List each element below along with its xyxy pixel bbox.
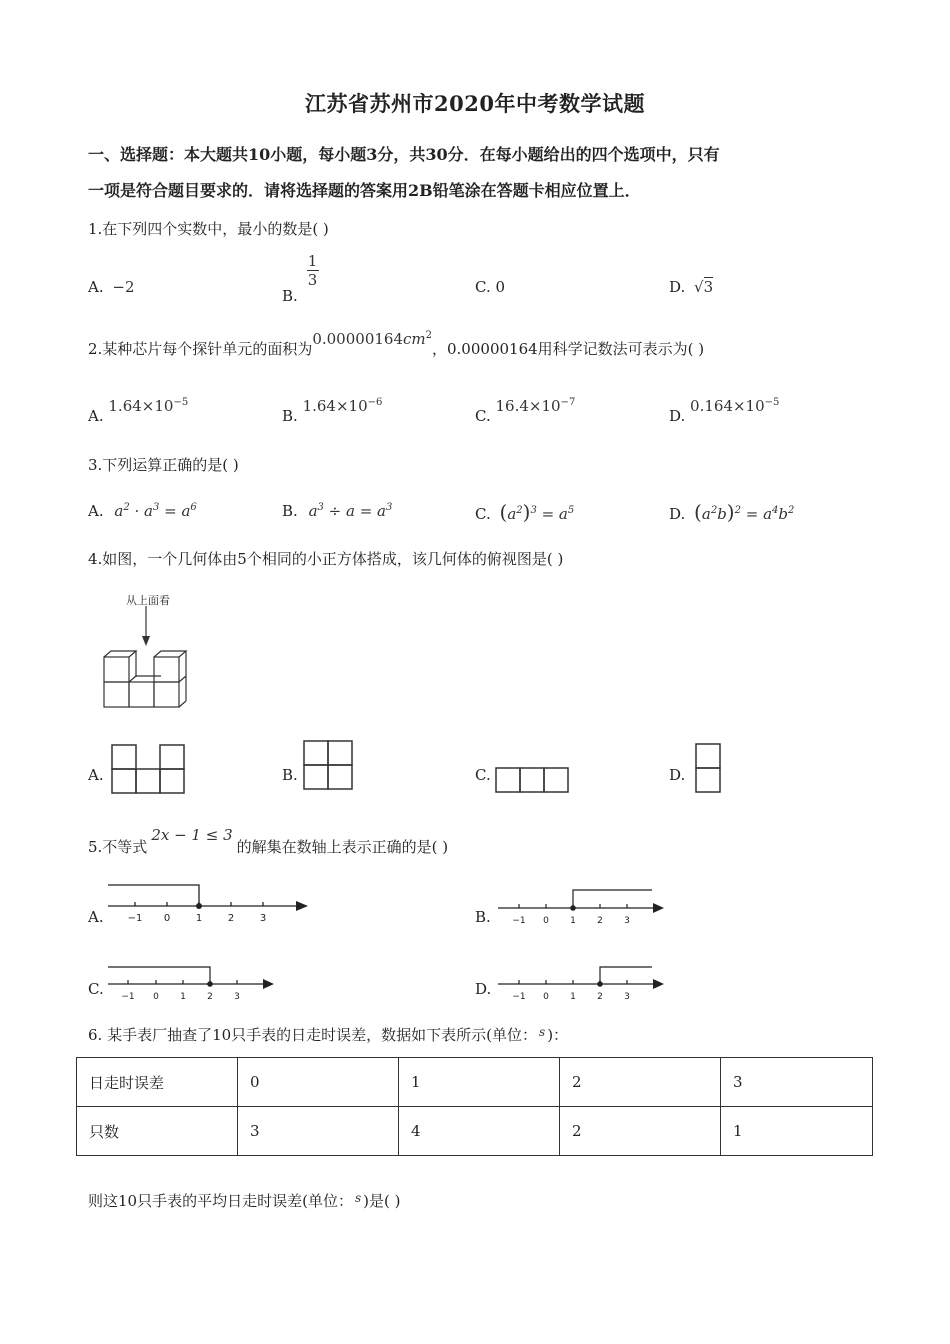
q2-b-label: B. [282,407,298,425]
section-line-2: 一项是符合题目要求的．请将选择题的答案用2B铅笔涂在答题卡相应位置上． [88,181,641,200]
q2-stem-pre: 2.某种芯片每个探针单元的面积为 [88,340,313,358]
q6-follow-unit: s [354,1191,362,1205]
tick-label: 0 [543,992,549,1002]
table-cell: 日走时误差 [77,1058,238,1107]
q2-stem-post: ，0.00000164用科学记数法可表示为( ) [432,340,705,358]
q6-stem-pre: 6. 某手表厂抽查了10只手表的日走时误差，数据如下表所示(单位： [88,1026,538,1044]
tick-label: 2 [227,913,235,924]
q2-d-label: D. [669,407,686,425]
tick-label: −1 [512,916,526,926]
q5-option-b-numberline [494,886,669,928]
q6-unit: s [539,1025,546,1039]
table-row [77,1058,873,1107]
q3-a-label: A. [88,502,104,520]
q4-c-label: C. [475,766,491,784]
section-line-1: 一、选择题：本大题共10小题，每小题3分，共30分．在每小题给出的四个选项中，只有 [88,145,720,164]
page-title: 江苏省苏州市2020年中考数学试题 [305,91,645,116]
tick-label: 3 [624,916,630,926]
q4-stem: 4.如图，一个几何体由5个相同的小正方体搭成，该几何体的俯视图是( ) [88,550,564,568]
tick-label: 2 [597,992,603,1002]
q2-area [312,330,432,348]
q2-d-value: $0.164\times 10^{-5}$ [690,397,780,415]
q2-a-label: A. [88,407,104,425]
q6-stem-post: )： [547,1026,569,1044]
q2-area-unit-exp: 2 [425,330,432,341]
q5-a-label: A. [88,908,104,926]
table-cell: 2 [560,1107,721,1156]
q4-a-label: A. [88,766,104,784]
q3-d-expr: $(a^2b)^2 = a^4b^2$ [694,500,795,524]
table-cell: 2 [560,1058,721,1107]
tick-label: 3 [259,913,267,924]
q6-stem [88,1024,568,1045]
q1-option-a [88,278,135,296]
q2-c-label: C. [475,407,491,425]
tick-label: 0 [543,916,549,926]
q4-b-label: B. [282,766,298,784]
q4-option-a-figure [110,743,190,795]
q2-option-d [669,397,780,425]
q2-area-unit: cm [403,330,426,348]
table-cell: 0 [238,1058,399,1107]
q2-a-value: $1.64\times 10^{-5}$ [108,397,189,415]
tick-label: −1 [121,992,135,1002]
q5-d-label: D. [475,980,492,998]
tick-label: −1 [127,913,143,924]
tick-label: 1 [195,913,203,924]
q5-option-a-numberline [104,878,314,926]
q3-option-b [282,502,392,520]
q6-follow-post: )是( ) [363,1192,401,1210]
q1-b-denominator: 3 [307,271,318,289]
q6-follow-pre: 则这10只手表的平均日走时误差(单位： [88,1192,353,1210]
tick-label: 3 [624,992,630,1002]
q2-option-c [475,397,576,425]
q2-stem [88,330,705,359]
q1-stem: 1.在下列四个实数中，最小的数是( ) [88,220,329,238]
tick-label: 1 [180,992,186,1002]
tick-label: 1 [570,992,576,1002]
q5-option-c-numberline [104,961,279,1003]
table-cell: 3 [238,1107,399,1156]
tick-label: 0 [153,992,159,1002]
q1-option-b [282,252,319,305]
table-cell: 只数 [77,1107,238,1156]
q5-b-label: B. [475,908,491,926]
q5-inequality: 2x − 1 ≤ 3 [151,826,233,844]
q1-d-radicand: 3 [703,278,714,296]
tick-label: 2 [597,916,603,926]
table-row [77,1107,873,1156]
tick-label: −1 [512,992,526,1002]
q4-cube-figure [100,604,192,712]
tick-label: 0 [163,913,171,924]
q3-c-label: C. [475,505,491,523]
q3-b-label: B. [282,502,298,520]
q4-option-b-figure [302,739,356,793]
q1-option-c: C. 0 [475,278,506,296]
q5-stem-post: 的解集在数轴上表示正确的是( ) [236,838,449,856]
tick-label: 3 [234,992,240,1002]
q1-b-numerator: 1 [307,252,318,270]
q5-stem-pre: 5.不等式 [88,838,148,856]
section-heading [88,137,868,209]
q3-a-expr: $a^2 \cdot a^3 = a^6$ [114,502,197,520]
table-cell: 4 [399,1107,560,1156]
table-cell: 1 [721,1107,873,1156]
q6-data-table [76,1057,873,1156]
q1-option-d [669,278,713,296]
q1-b-fraction [307,252,319,289]
q5-c-label: C. [88,980,104,998]
q3-b-expr: $a^3 \div a = a^3$ [308,502,393,520]
q3-c-expr: $(a^2)^3 = a^5$ [499,500,575,524]
sqrt-symbol: √3 [694,278,714,296]
q4-option-c-figure [494,766,574,796]
q3-stem: 3.下列运算正确的是( ) [88,456,239,474]
q2-option-b [282,397,383,425]
tick-label: 2 [207,992,213,1002]
q1-a-label: A. [88,278,104,296]
q4-option-d-figure [694,742,724,796]
q2-b-value: $1.64\times 10^{-6}$ [302,397,383,415]
q6-follow-up [88,1190,400,1211]
q3-d-label: D. [669,505,686,523]
q1-a-value: −2 [112,278,135,296]
tick-label: 1 [570,916,576,926]
q4-d-label: D. [669,766,686,784]
q3-option-d [669,500,794,524]
q2-area-value: 0.00000164 [312,330,403,348]
q4-view-label: 从上面看 [126,594,170,607]
table-cell: 3 [721,1058,873,1107]
q1-d-label: D. [669,278,686,296]
q5-stem [88,826,449,857]
q2-option-a [88,397,189,425]
q3-option-c [475,500,574,524]
q2-c-value: $16.4\times 10^{-7}$ [495,397,576,415]
q3-option-a [88,502,197,520]
table-cell: 1 [399,1058,560,1107]
q1-b-label: B. [282,286,298,305]
q5-option-d-numberline [494,962,669,1004]
